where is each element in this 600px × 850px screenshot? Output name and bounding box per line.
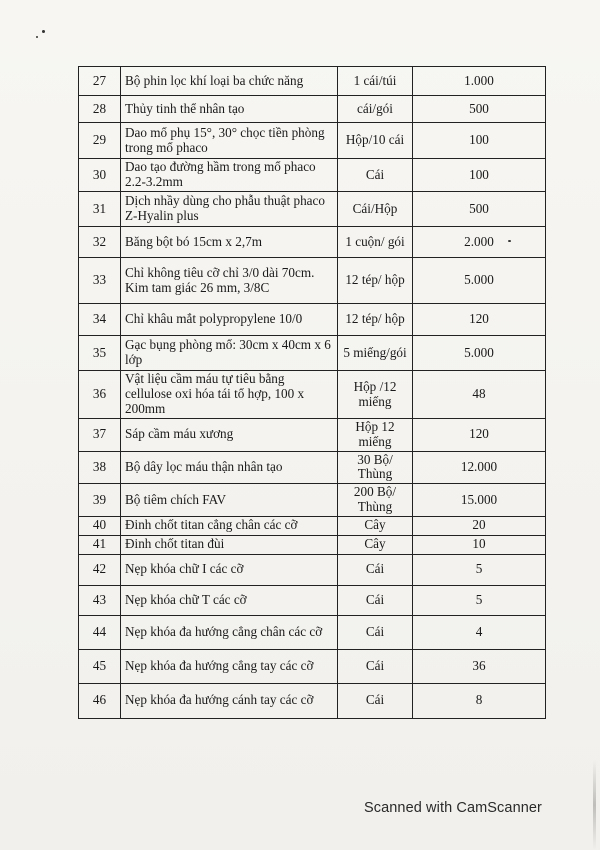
item-name: Chỉ khâu mắt polypropylene 10/0 [121, 304, 338, 336]
row-number: 36 [79, 371, 121, 419]
item-unit: Cái [338, 683, 413, 718]
table-row [79, 258, 546, 304]
row-number: 35 [79, 336, 121, 371]
row-number: 46 [79, 683, 121, 718]
row-number: 34 [79, 304, 121, 336]
table-row [79, 516, 546, 535]
table-row [79, 554, 546, 585]
item-quantity: 100 [413, 123, 546, 159]
row-number: 39 [79, 484, 121, 517]
item-name: Dao mổ phụ 15°, 30° chọc tiền phòng trong mổ phaco [121, 123, 338, 159]
supplies-table [78, 66, 546, 719]
item-name: Đinh chốt titan đùi [121, 535, 338, 554]
table-row [79, 159, 546, 192]
item-name: Gạc bụng phòng mổ: 30cm x 40cm x 6 lớp [121, 336, 338, 371]
table-row [79, 371, 546, 419]
table-row [79, 535, 546, 554]
table-row [79, 419, 546, 452]
item-name: Bộ phin lọc khí loại ba chức năng [121, 67, 338, 96]
table-row [79, 227, 546, 258]
item-name: Sáp cầm máu xương [121, 419, 338, 452]
table-row [79, 123, 546, 159]
table-row [79, 451, 546, 484]
item-quantity: 500 [413, 192, 546, 227]
item-unit: Hộp/10 cái [338, 123, 413, 159]
item-name: Băng bột bó 15cm x 2,7m [121, 227, 338, 258]
item-name: Thủy tinh thể nhân tạo [121, 96, 338, 123]
table-row [79, 585, 546, 615]
item-quantity: 2.000 [413, 227, 546, 258]
table-row [79, 192, 546, 227]
row-number: 40 [79, 516, 121, 535]
item-name: Nẹp khóa đa hướng cánh tay các cỡ [121, 683, 338, 718]
row-number: 28 [79, 96, 121, 123]
item-name: Bộ tiêm chích FAV [121, 484, 338, 517]
item-name: Chỉ không tiêu cỡ chỉ 3/0 dài 70cm. Kim tam giác 26 mm, 3/8C [121, 258, 338, 304]
item-unit: 200 Bộ/ Thùng [338, 484, 413, 517]
page-edge-shadow [593, 760, 596, 850]
table-row [79, 683, 546, 718]
row-number: 30 [79, 159, 121, 192]
item-unit: cái/gói [338, 96, 413, 123]
row-number: 37 [79, 419, 121, 452]
item-unit: Cái [338, 585, 413, 615]
item-unit: Cái [338, 159, 413, 192]
table-row [79, 649, 546, 683]
table-row [79, 67, 546, 96]
item-quantity: 120 [413, 304, 546, 336]
item-quantity: 5.000 [413, 336, 546, 371]
item-name: Đinh chốt titan cẳng chân các cỡ [121, 516, 338, 535]
item-quantity: 5.000 [413, 258, 546, 304]
row-number: 32 [79, 227, 121, 258]
item-quantity: 5 [413, 585, 546, 615]
row-number: 45 [79, 649, 121, 683]
item-name: Bộ dây lọc máu thận nhân tạo [121, 451, 338, 484]
item-unit: 1 cái/túi [338, 67, 413, 96]
scan-speck [42, 30, 45, 33]
item-unit: Cái [338, 615, 413, 649]
item-unit: Cái [338, 649, 413, 683]
item-unit: Hộp 12 miếng [338, 419, 413, 452]
row-number: 27 [79, 67, 121, 96]
item-quantity: 36 [413, 649, 546, 683]
item-unit: Cây [338, 535, 413, 554]
item-quantity: 8 [413, 683, 546, 718]
item-quantity: 100 [413, 159, 546, 192]
row-number: 38 [79, 451, 121, 484]
item-quantity: 5 [413, 554, 546, 585]
item-unit: Hộp /12 miếng [338, 371, 413, 419]
item-unit: 5 miếng/gói [338, 336, 413, 371]
item-quantity: 20 [413, 516, 546, 535]
item-unit: 12 tép/ hộp [338, 258, 413, 304]
row-number: 41 [79, 535, 121, 554]
item-name: Nẹp khóa đa hướng cẳng chân các cỡ [121, 615, 338, 649]
item-name: Nẹp khóa chữ T các cỡ [121, 585, 338, 615]
item-name: Nẹp khóa đa hướng cẳng tay các cỡ [121, 649, 338, 683]
row-number: 43 [79, 585, 121, 615]
item-name: Dao tạo đường hầm trong mổ phaco 2.2-3.2mm [121, 159, 338, 192]
table-row [79, 484, 546, 517]
item-name: Dịch nhầy dùng cho phẫu thuật phaco Z-Hyalin plus [121, 192, 338, 227]
item-quantity: 4 [413, 615, 546, 649]
scan-speck [36, 36, 38, 38]
item-quantity: 120 [413, 419, 546, 452]
item-unit: 30 Bộ/ Thùng [338, 451, 413, 484]
item-quantity: 15.000 [413, 484, 546, 517]
item-quantity: 10 [413, 535, 546, 554]
table-row [79, 615, 546, 649]
supplies-table-body [79, 67, 546, 719]
row-number: 29 [79, 123, 121, 159]
item-quantity: 500 [413, 96, 546, 123]
row-number: 44 [79, 615, 121, 649]
row-number: 33 [79, 258, 121, 304]
item-quantity: 48 [413, 371, 546, 419]
table-row [79, 336, 546, 371]
row-number: 42 [79, 554, 121, 585]
row-number: 31 [79, 192, 121, 227]
item-name: Nẹp khóa chữ I các cỡ [121, 554, 338, 585]
item-name: Vật liệu cầm máu tự tiêu bằng cellulose oxi hóa tái tổ hợp, 100 x 200mm [121, 371, 338, 419]
scanner-watermark: Scanned with CamScanner [363, 800, 542, 816]
item-unit: 12 tép/ hộp [338, 304, 413, 336]
item-quantity: 12.000 [413, 451, 546, 484]
item-unit: Cây [338, 516, 413, 535]
item-unit: 1 cuộn/ gói [338, 227, 413, 258]
item-unit: Cái [338, 554, 413, 585]
table-row [79, 304, 546, 336]
item-quantity: 1.000 [413, 67, 546, 96]
item-unit: Cái/Hộp [338, 192, 413, 227]
table-row [79, 96, 546, 123]
